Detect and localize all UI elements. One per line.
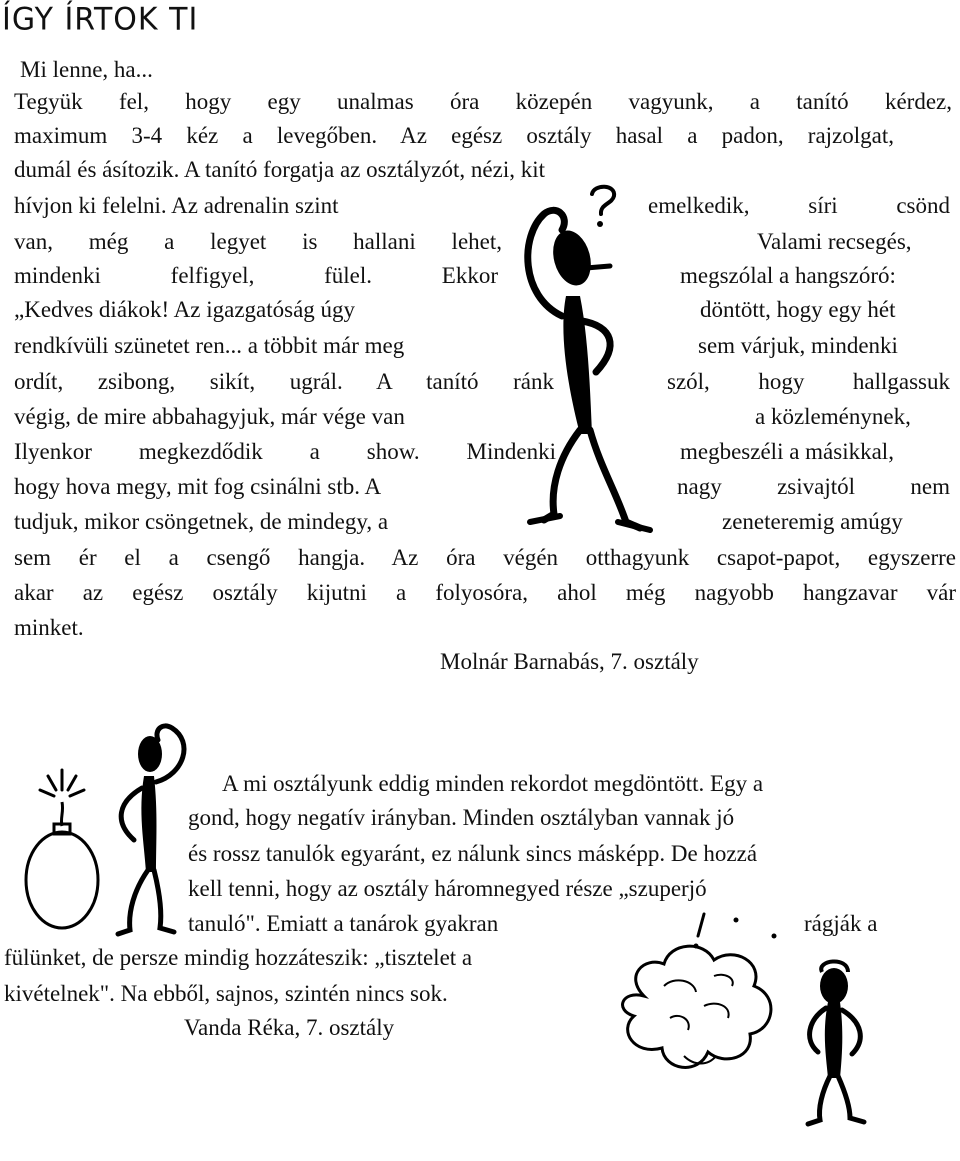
article1-line: tudjuk, mikor csöngetnek, de mindegy, a — [14, 509, 389, 534]
article1-line-right: döntött, hogy egy hét — [700, 297, 896, 322]
article1-line: mindenki felfigyel, fülel. Ekkor — [14, 264, 498, 288]
article1-line: rendkívüli szünetet ren... a többit már meg — [14, 333, 405, 358]
thinking-figure-icon — [500, 196, 680, 542]
article1-line: végig, de mire abbahagyjuk, már vége van — [14, 404, 405, 429]
article1-line: minket. — [14, 615, 84, 640]
article1-line: „Kedves diákok! Az igazgatóság úgy — [14, 297, 356, 322]
article1-line: hogy hova megy, mit fog csinálni stb. A — [14, 474, 382, 499]
article1-line: Ilyenkor megkezdődik a show. Mindenki — [14, 440, 556, 464]
article1-line: akar az egész osztály kijutni a folyosóra, ahol még nagyobb hangzavar vár — [14, 581, 956, 605]
bomb-icon — [22, 760, 102, 936]
article1-line-right: megszólal a hangszóró: — [680, 263, 896, 288]
article1-line-right: emelkedik, síri csönd — [648, 194, 950, 218]
article1-line-right: zeneteremig amúgy — [722, 509, 903, 534]
article1-line-right: sem várjuk, mindenki — [698, 333, 898, 358]
article2-line: tanuló". Emiatt a tanárok gyakran — [188, 911, 499, 936]
article1-line-right: a közleménynek, — [755, 404, 911, 429]
article1-line-right: megbeszéli a másikkal, — [680, 439, 894, 464]
article2-line: fülünket, de persze mindig hozzáteszik: „tisztelet a — [4, 945, 473, 970]
article2-line: gond, hogy negatív irányban. Minden osztályban vannak jó — [188, 805, 735, 830]
article2-line: és rossz tanulók egyaránt, ez nálunk sincs másképp. De hozzá — [188, 841, 758, 866]
article1-line: sem ér el a csengő hangja. Az óra végén otthagyunk csapot-papot, egyszerre — [14, 546, 956, 570]
article2-line: A mi osztályunk eddig minden rekordot megdöntött. Egy a — [222, 771, 764, 796]
article1-line: maximum 3-4 kéz a levegőben. Az egész osztály hasal a padon, rajzolgat, — [14, 124, 894, 148]
explosion-cloud-icon — [604, 906, 794, 1126]
scratching-head-figure-icon — [104, 722, 194, 938]
article1-line: dumál és ásítozik. A tanító forgatja az osztályzót, nézi, kit — [14, 157, 545, 182]
article1-line: hívjon ki felelni. Az adrenalin szint — [14, 193, 339, 218]
page-title: ÍGY ÍRTOK TI — [2, 1, 199, 38]
article1-line: Tegyük fel, hogy egy unalmas óra közepén vagyunk, a tanító kérdez, — [14, 90, 952, 114]
article1-line: ordít, zsibong, sikít, ugrál. A tanító ránk — [14, 370, 554, 394]
article1-line-right: szól, hogy hallgassuk — [667, 370, 950, 394]
article1-author: Molnár Barnabás, 7. osztály — [440, 649, 699, 674]
small-figure-icon — [788, 960, 878, 1130]
article1-line-right: nagy zsivajtól nem — [677, 475, 950, 499]
article1-line-right: Valami recsegés, — [757, 229, 912, 254]
article1-heading: Mi lenne, ha... — [20, 57, 153, 82]
article1-line: van, még a legyet is hallani lehet, — [14, 230, 502, 254]
article2-line: kivételnek". Na ebből, sajnos, szintén nincs sok. — [4, 981, 448, 1006]
article2-line: kell tenni, hogy az osztály háromnegyed része „szuperjó — [188, 876, 707, 901]
article2-author: Vanda Réka, 7. osztály — [184, 1015, 395, 1040]
article2-line-right: rágják a — [804, 911, 878, 936]
